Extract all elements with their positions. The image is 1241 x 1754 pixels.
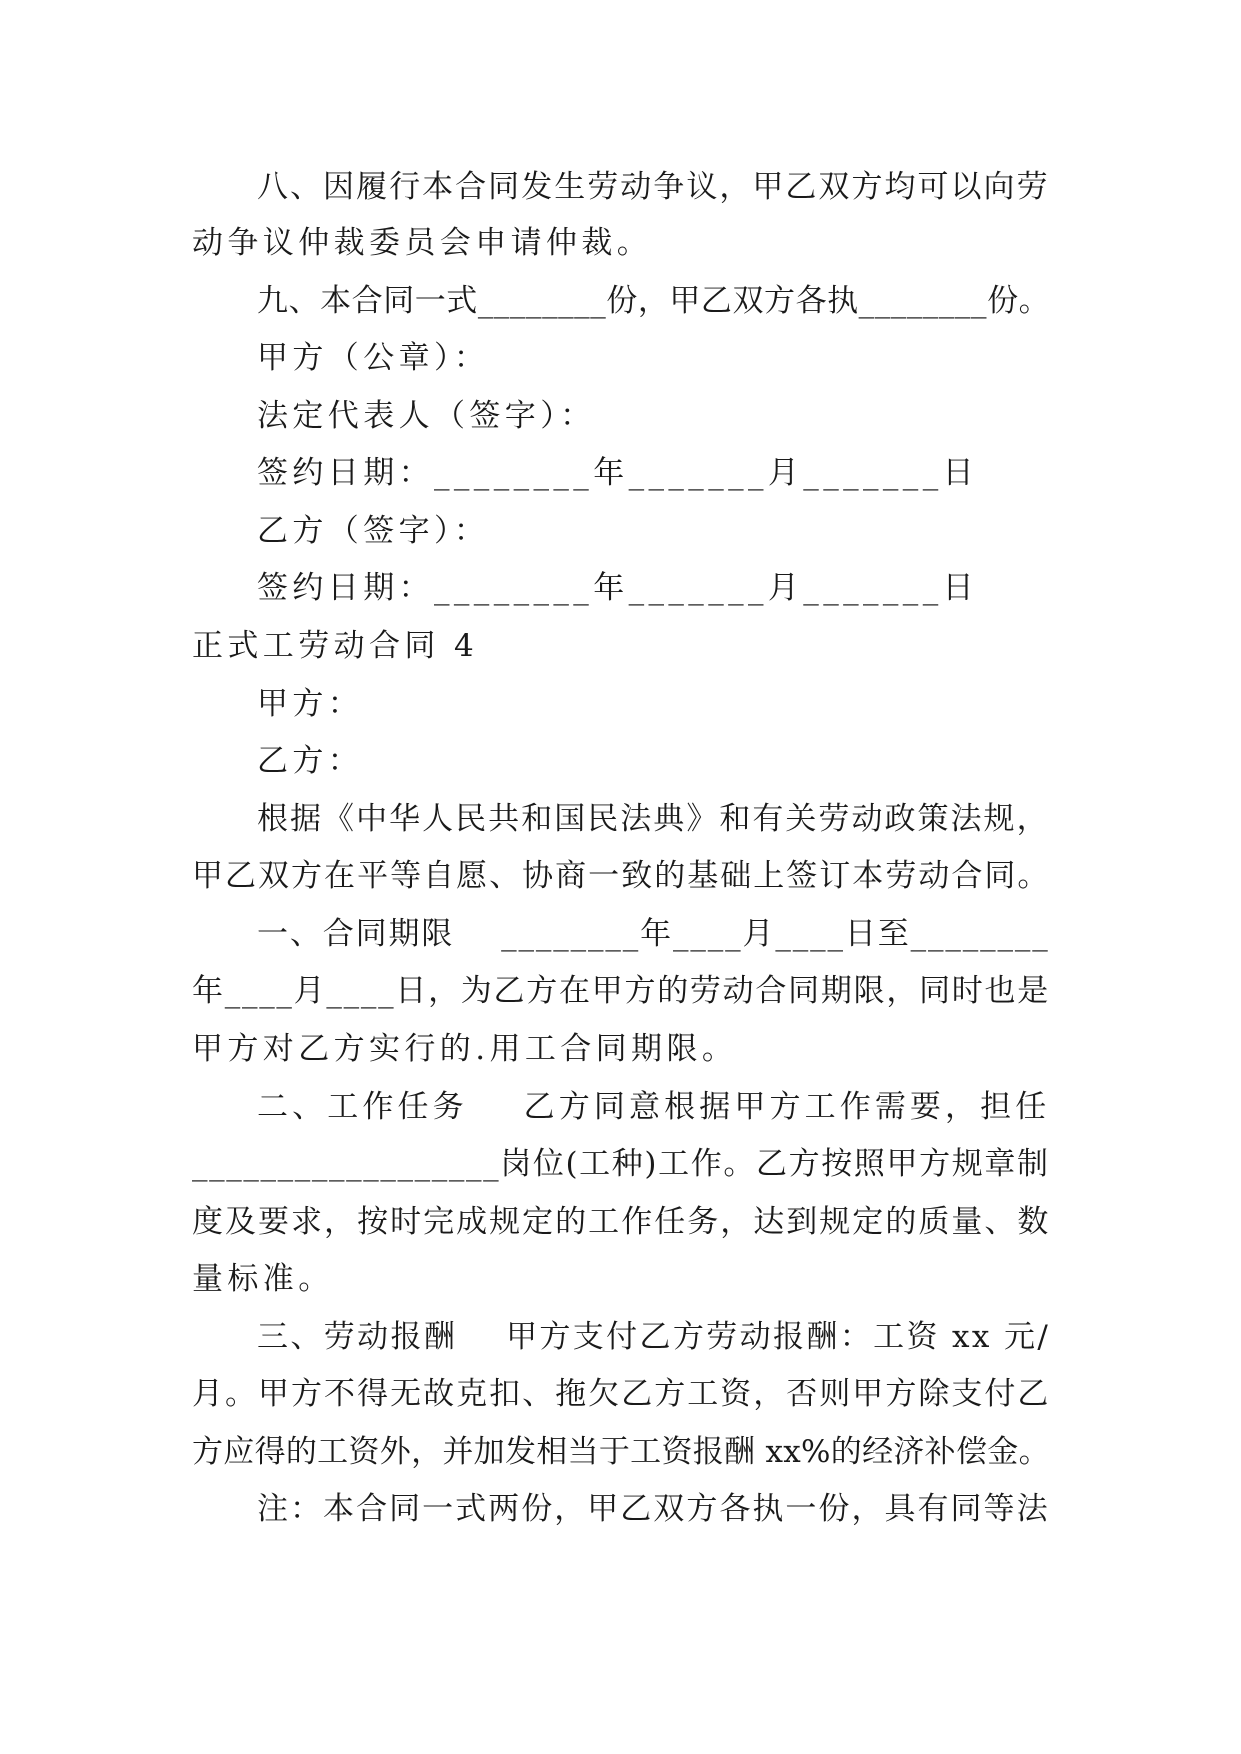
party-a-sign-date: 签约日期：________年_______月_______日 xyxy=(257,455,978,491)
clause-1-line-3: 甲方对乙方实行的.用工合同期限。 xyxy=(192,1031,738,1067)
clause-3-line-2: 月。甲方不得无故克扣、拖欠乙方工资，否则甲方除支付乙 xyxy=(192,1376,1051,1412)
clause-1-line-2: 年____月____日，为乙方在甲方的劳动合同期限，同时也是 xyxy=(192,973,1050,1009)
party-a-seal-label: 甲方（公章）： xyxy=(257,340,490,376)
preamble-line-1: 根据《中华人民共和国民法典》和有关劳动政策法规， xyxy=(257,801,1050,837)
note-line-1: 注：本合同一式两份，甲乙双方各执一份，具有同等法 xyxy=(257,1491,1050,1527)
clause-2-line-2: __________________岗位(工种)工作。乙方按照甲方规章制 xyxy=(192,1146,1050,1182)
clause-3-line-1: 三、劳动报酬 甲方支付乙方劳动报酬：工资 xx 元/ xyxy=(257,1319,1051,1355)
party-b-sign-date: 签约日期：________年_______月_______日 xyxy=(257,570,978,606)
legal-representative-label: 法定代表人（签字）： xyxy=(257,398,596,434)
clause-2-line-3: 度及要求，按时完成规定的工作任务，达到规定的质量、数 xyxy=(192,1204,1051,1240)
clause-2-line-1: 二、工作任务 乙方同意根据甲方工作需要，担任 xyxy=(257,1089,1051,1125)
section-heading: 正式工劳动合同 4 xyxy=(192,628,479,664)
clause-3-line-3: 方应得的工资外，并加发相当于工资报酬 xx%的经济补偿金。 xyxy=(192,1434,1050,1470)
clause-2-line-4: 量标准。 xyxy=(192,1261,334,1297)
party-b-label: 乙方： xyxy=(257,743,364,779)
paragraph-8-line-1: 八、因履行本合同发生劳动争议，甲乙双方均可以向劳 xyxy=(257,169,1050,205)
clause-1-line-1: 一、合同期限 ________年____月____日至________ xyxy=(257,916,1050,952)
preamble-line-2: 甲乙双方在平等自愿、协商一致的基础上签订本劳动合同。 xyxy=(192,858,1051,894)
paragraph-9: 九、本合同一式________份，甲乙双方各执________份。 xyxy=(257,283,1051,319)
paragraph-8-line-2: 动争议仲裁委员会申请仲裁。 xyxy=(192,225,653,261)
party-b-signature-label: 乙方（签字）： xyxy=(257,513,490,549)
party-a-label: 甲方： xyxy=(257,686,364,722)
